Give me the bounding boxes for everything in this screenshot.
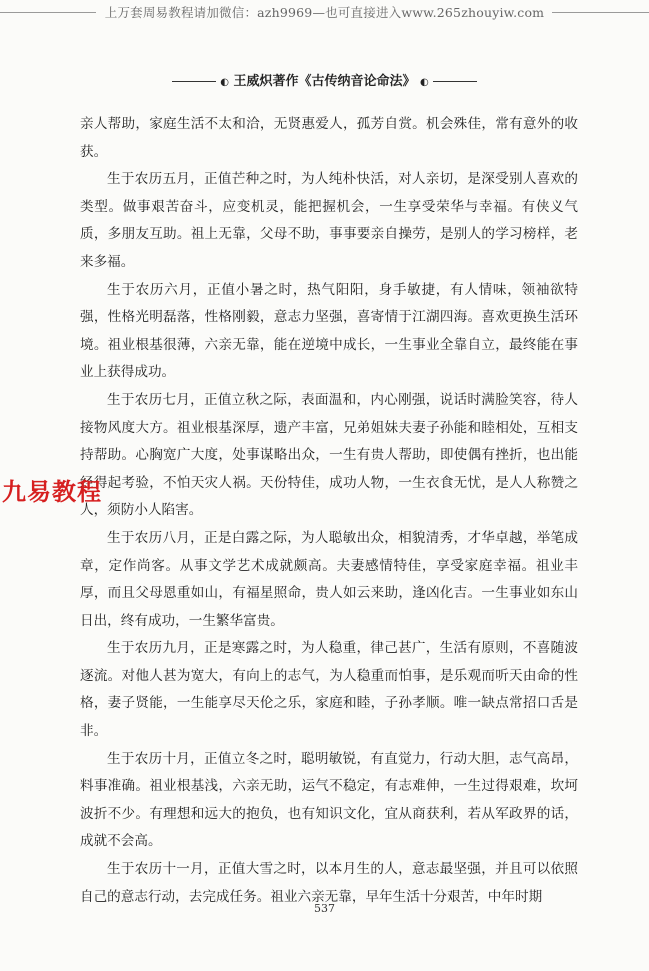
paragraph: 生于农历六月，正值小暑之时，热气阳阳，身手敏捷，有人情味，领袖欲特强，性格光明磊落，性格刚毅，意志力坚强，喜寄情于江湖四海。喜欢更换生活环境。祖业根基很薄，六亲无靠，能在逆境中成长，一生事业全靠自立，最终能在事业上获得成功。: [80, 281, 578, 381]
ornament-right-icon: ◐: [420, 77, 429, 88]
paragraph: 生于农历十月，正值立冬之时，聪明敏锐，有直觉力，行动大胆，志气高昂，料事准确。祖业根基浅，六亲无助，运气不稳定，有志难伸，一生过得艰难，坎坷波折不少。有理想和远大的抱负，也有知识文化，宜从商获利，若从军政界的话，成就不会高。: [80, 750, 578, 850]
page-number: 537: [314, 902, 335, 915]
paragraph: 生于农历十一月，正值大雪之时，以本月生的人，意志最坚强，并且可以依照自己的意志行动，去完成任务。祖业六亲无靠，早年生活十分艰苦，中年时期: [80, 861, 578, 905]
paragraph: 生于农历八月，正是白露之际，为人聪敏出众，相貌清秀，才华卓越，举笔成章，定作尚客。从事文学艺术成就颇高。夫妻感情特佳，享受家庭幸福。祖业丰厚，而且父母恩重如山，有福星照命，贵人如云来助，逢凶化吉。一生事业如东山日出，终有成功，一生繁华富贵。: [80, 529, 578, 629]
top-banner: [0, 0, 649, 26]
header-title: 王威炽著作《古传纳音论命法》: [233, 74, 416, 89]
banner-text: 上万套周易教程请加微信：azh9969—也可直接进入www.265zhouyiw.com: [104, 5, 545, 20]
header-rule-right: [433, 81, 477, 82]
paragraph: 生于农历九月，正是寒露之时，为人稳重，律己甚广，生活有原则，不喜随波逐流。对他人甚为宽大，有向上的志气，为人稳重而怕事，是乐观而听天由命的性格，妻子贤能，一生能享尽天伦之乐，家庭和睦，子孙孝顺。唯一缺点常招口舌是非。: [80, 640, 578, 740]
running-header: [0, 70, 649, 89]
ornament-left-icon: ◐: [220, 77, 229, 88]
watermark: 九易教程: [2, 478, 102, 506]
paragraph: 生于农历五月，正值芒种之时，为人纯朴快活，对人亲切，是深受别人喜欢的类型。做事艰苦奋斗，应变机灵，能把握机会，一生享受荣华与幸福。有侠义气质，多朋友互助。祖上无靠，父母不助，事事要亲自操劳，是别人的学习榜样，老来多福。: [80, 171, 578, 270]
body-text: [80, 111, 578, 911]
paragraph: 亲人帮助，家庭生活不太和洽，无贤惠爱人，孤芳自赏。机会殊佳，常有意外的收获。: [80, 116, 578, 160]
paragraph: 生于农历七月，正值立秋之际，表面温和，内心刚强，说话时满脸笑容，待人接物风度大方。祖业根基深厚，遗产丰富，兄弟姐妹夫妻子孙能和睦相处，互相支持帮助。心胸宽广大度，处事谋略出众，一生有贵人帮助，即使偶有挫折，也出能经得起考验，不怕天灾人祸。天份特佳，成功人物，一生衣食无忧，是人人称赞之人，须防小人陷害。: [80, 391, 578, 519]
header-rule-left: [172, 81, 216, 82]
